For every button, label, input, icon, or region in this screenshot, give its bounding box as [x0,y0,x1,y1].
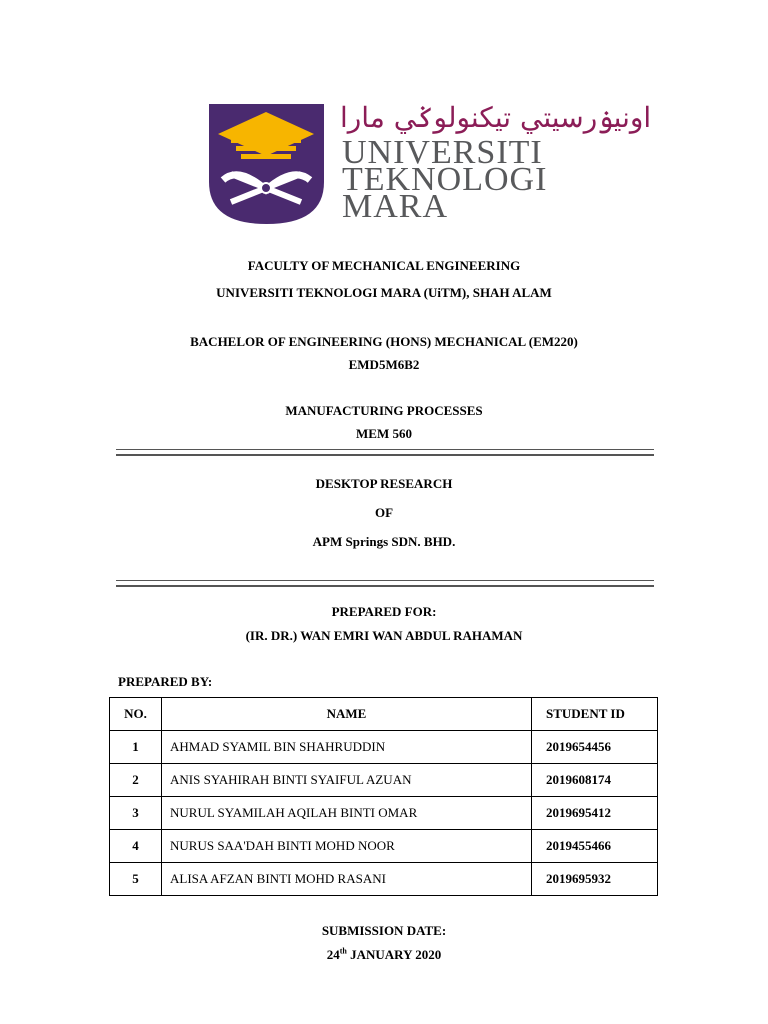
header-name: NAME [162,698,532,731]
company-name: APM Springs SDN. BHD. [312,534,456,549]
logo-text-mara: MARA [342,188,449,225]
submission-month-year: JANUARY 2020 [346,947,442,962]
logo-jawi-text: اونيۏرسيتي تيكنولوݢي مارا [340,101,652,134]
group-code: EMD5M6B2 [348,357,420,372]
table-row [110,830,658,863]
row-student-id: 2019695412 [532,797,658,830]
divider-bottom [116,580,654,587]
header-student-id: STUDENT ID [532,698,658,731]
logo-text-teknologi: TEKNOLOGI [342,161,548,198]
row-no: 1 [110,731,162,764]
row-name: NURUS SAA'DAH BINTI MOHD NOOR [162,830,532,863]
submission-day: 24 [326,947,340,962]
table-row [110,731,658,764]
row-name: AHMAD SYAMIL BIN SHAHRUDDIN [162,731,532,764]
row-no: 4 [110,830,162,863]
table-row [110,797,658,830]
table-row [110,863,658,896]
student-table [109,697,658,896]
row-student-id: 2019608174 [532,764,658,797]
header-no: NO. [110,698,162,731]
university-name: UNIVERSITI TEKNOLOGI MARA (UiTM), SHAH ALAM [216,285,552,300]
prepared-for-label: PREPARED FOR: [331,604,437,619]
table-row [110,764,658,797]
table-header-row [110,698,658,731]
course-code: MEM 560 [356,426,412,441]
row-name: ANIS SYAHIRAH BINTI SYAIFUL AZUAN [162,764,532,797]
course-name: MANUFACTURING PROCESSES [285,403,483,418]
row-no: 2 [110,764,162,797]
faculty-name: FACULTY OF MECHANICAL ENGINEERING [247,258,521,273]
submission-date [0,947,768,963]
title-line-1: DESKTOP RESEARCH [315,476,453,491]
uitm-logo-emblem [209,104,324,224]
logo-text-universiti: UNIVERSITI [342,134,543,171]
submission-day-suffix: th [339,946,347,956]
row-no: 5 [110,863,162,896]
row-name: ALISA AFZAN BINTI MOHD RASANI [162,863,532,896]
lecturer-name: (IR. DR.) WAN EMRI WAN ABDUL RAHAMAN [245,628,523,643]
row-student-id: 2019455466 [532,830,658,863]
prepared-by-label: PREPARED BY: [118,674,213,689]
row-student-id: 2019695932 [532,863,658,896]
submission-date-label: SUBMISSION DATE: [321,923,447,938]
row-student-id: 2019654456 [532,731,658,764]
title-line-2: OF [374,505,394,520]
programme-name: BACHELOR OF ENGINEERING (HONS) MECHANICAL (EM220) [190,334,578,349]
row-name: NURUL SYAMILAH AQILAH BINTI OMAR [162,797,532,830]
divider-top [116,449,654,456]
row-no: 3 [110,797,162,830]
